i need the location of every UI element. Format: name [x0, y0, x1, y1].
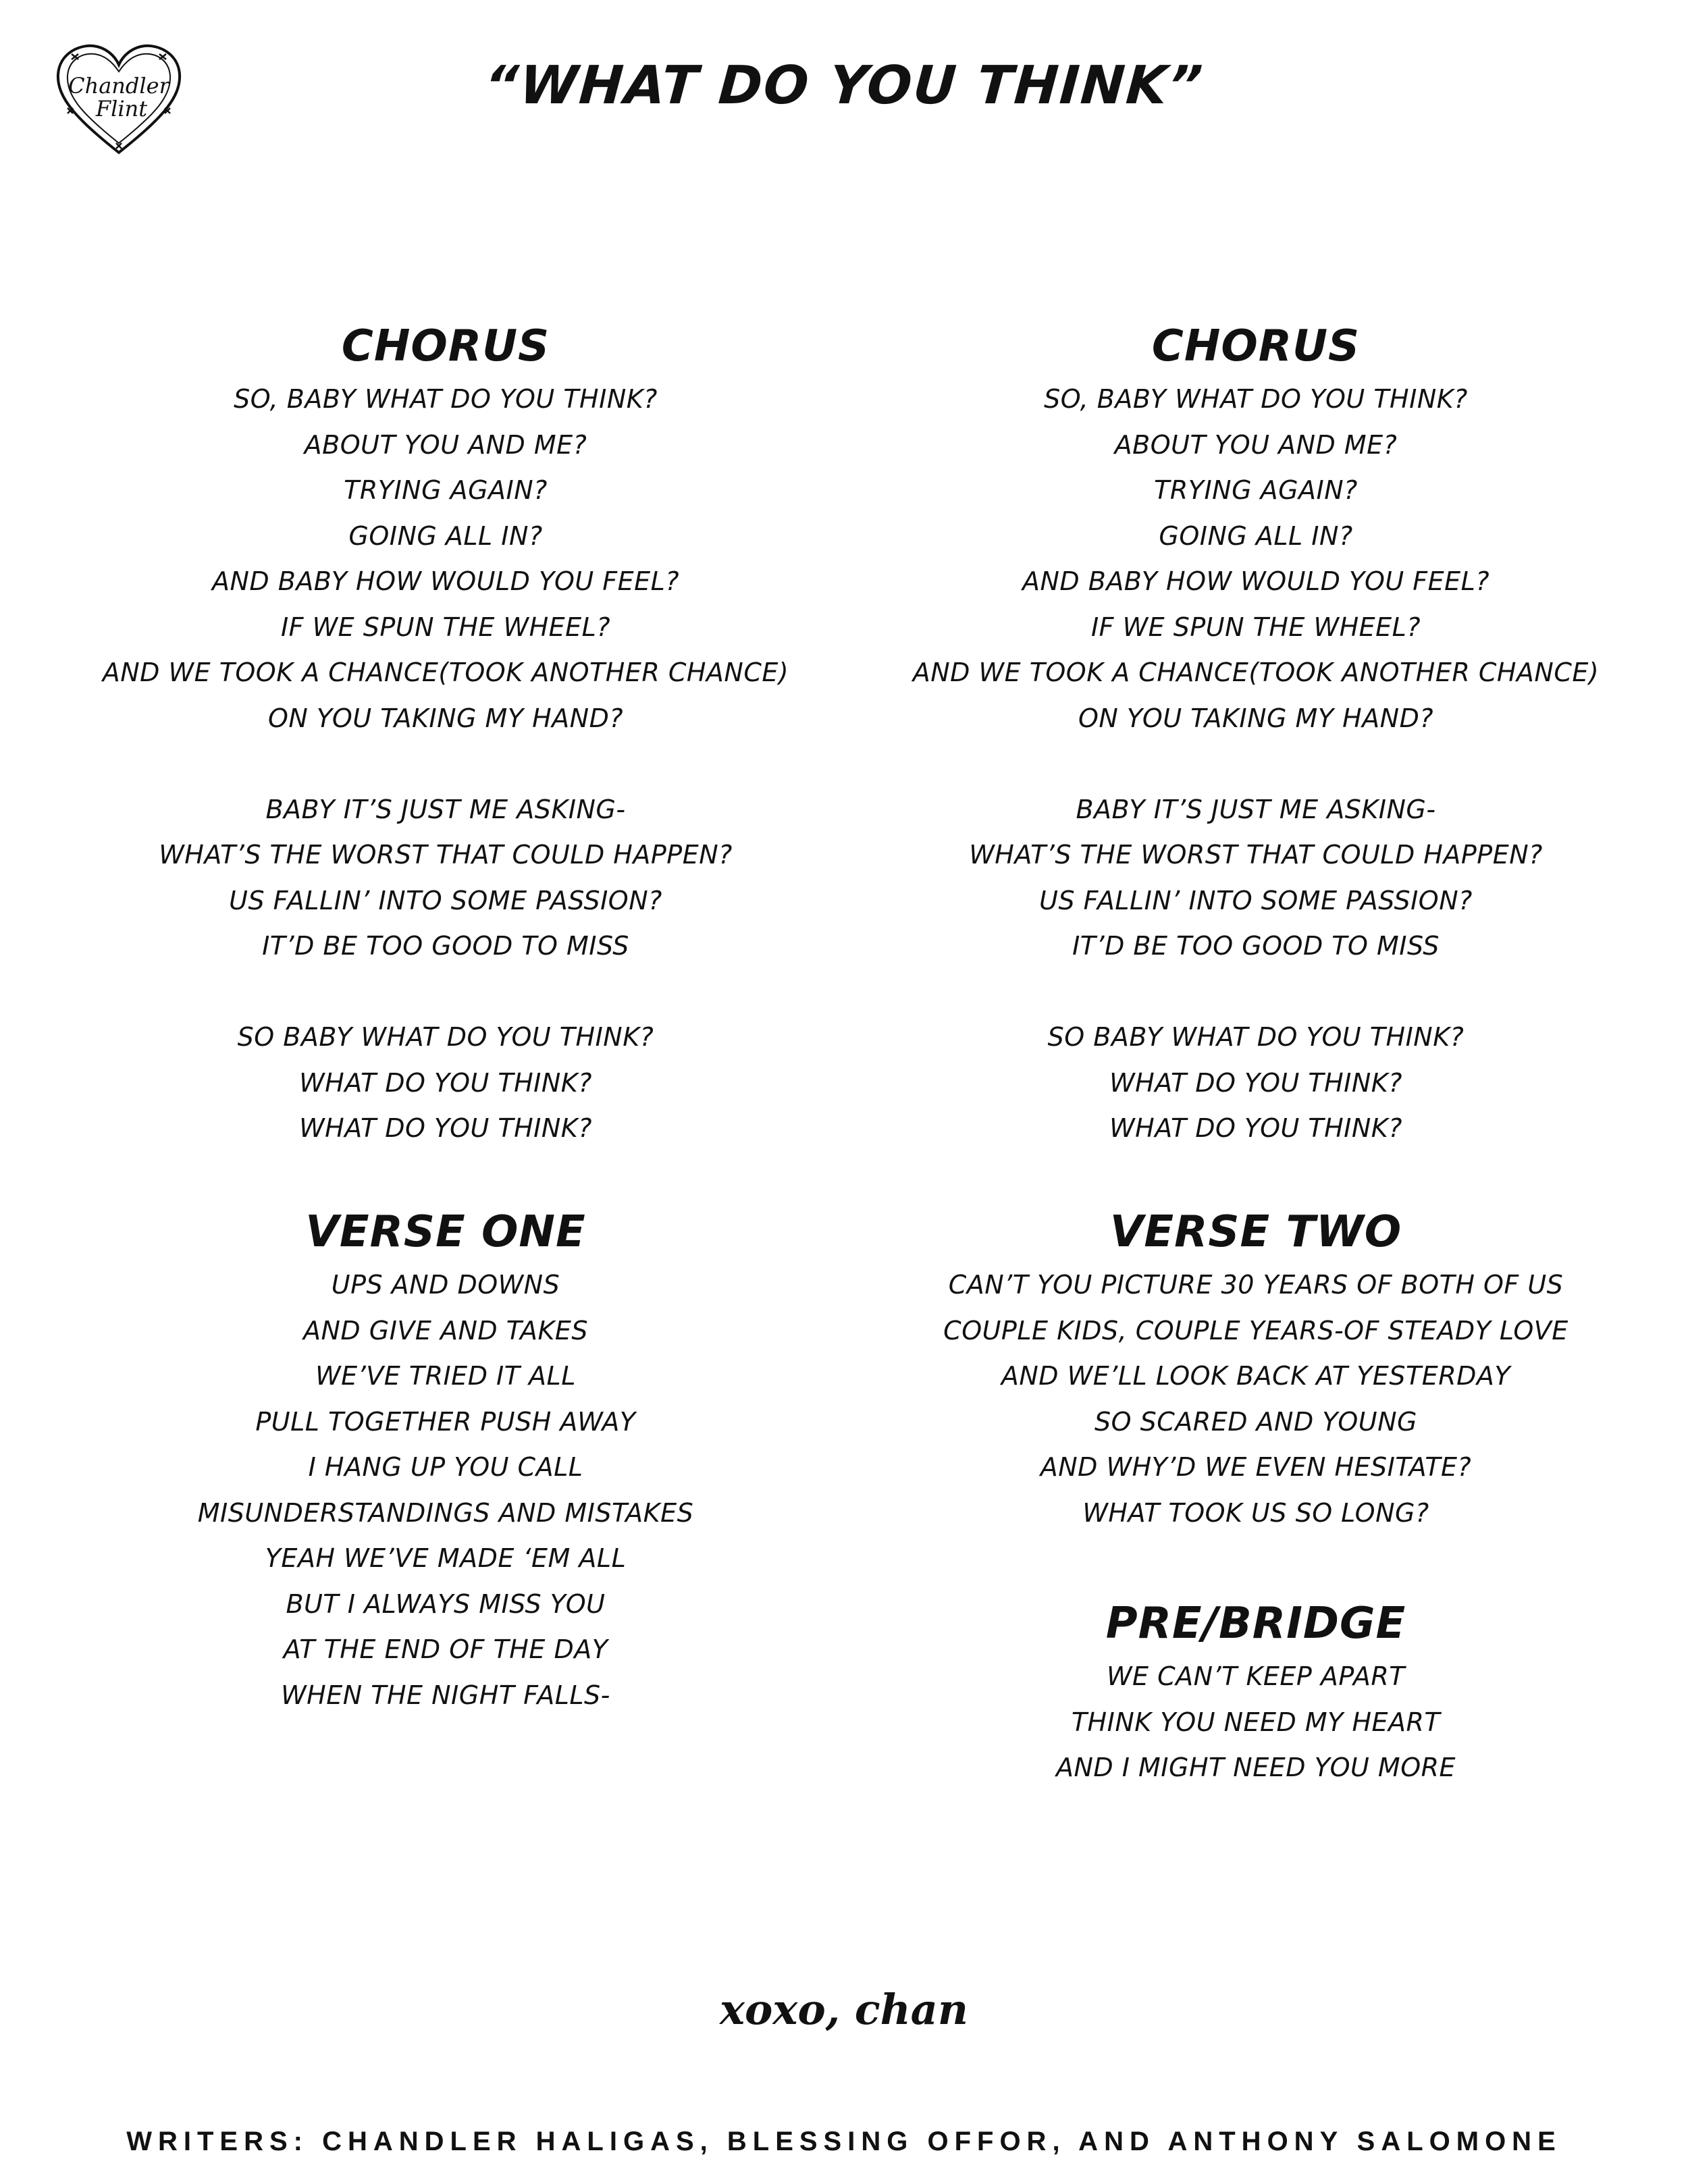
lyric-line: SO BABY WHAT DO YOU THINK? — [1047, 1022, 1465, 1052]
logo-text-top: Chandler — [68, 73, 169, 99]
lyric-line: WHAT TOOK US SO LONG? — [1082, 1497, 1429, 1528]
right-chorus-section — [912, 316, 1600, 1152]
lyric-line: WHAT DO YOU THINK? — [1109, 1113, 1402, 1143]
lyric-line: ON YOU TAKING MY HAND? — [267, 703, 624, 733]
lyric-line: WHEN THE NIGHT FALLS- — [281, 1680, 610, 1710]
lyric-line: AND I MIGHT NEED YOU MORE — [1055, 1753, 1456, 1782]
lyric-line: AT THE END OF THE DAY — [283, 1634, 608, 1664]
lyric-line: I HANG UP YOU CALL — [308, 1452, 583, 1482]
writers-credit: WRITERS: CHANDLER HALIGAS, BLESSING OFFOR, AND ANTHONY SALOMONE — [126, 2127, 1562, 2156]
lyric-line: WHAT’S THE WORST THAT COULD HAPPEN? — [969, 840, 1543, 870]
lyric-line: AND GIVE AND TAKES — [302, 1315, 589, 1346]
lyric-line: COUPLE KIDS, COUPLE YEARS-OF STEADY LOVE — [943, 1315, 1568, 1346]
lyric-line: US FALLIN’ INTO SOME PASSION? — [229, 885, 662, 915]
lyric-line: AND BABY HOW WOULD YOU FEEL? — [211, 566, 680, 596]
lyric-line: BABY IT’S JUST ME ASKING- — [1076, 794, 1436, 824]
lyric-line: IF WE SPUN THE WHEEL? — [280, 612, 611, 642]
lyric-line: TRYING AGAIN? — [1154, 475, 1358, 505]
signoff: xoxo, chan — [720, 1985, 968, 2034]
song-title: “WHAT DO YOU THINK” — [482, 55, 1206, 116]
lyric-line: WE CAN’T KEEP APART — [1106, 1661, 1406, 1691]
lyric-line: IT’D BE TOO GOOD TO MISS — [262, 931, 629, 961]
lyric-line: AND WE’LL LOOK BACK AT YESTERDAY — [1001, 1361, 1511, 1391]
lyric-line: BABY IT’S JUST ME ASKING- — [265, 794, 626, 824]
right-prebridge-section — [912, 1593, 1600, 1791]
lyric-line: UPS AND DOWNS — [331, 1270, 560, 1300]
lyric-line: WE’VE TRIED IT ALL — [315, 1361, 576, 1391]
lyric-line: GOING ALL IN? — [348, 521, 543, 551]
lyric-line: AND WHY’D WE EVEN HESITATE? — [1040, 1452, 1472, 1482]
lyric-line: SO BABY WHAT DO YOU THINK? — [237, 1022, 654, 1052]
lyric-line: TRYING AGAIN? — [344, 475, 548, 505]
lyric-line: SO SCARED AND YOUNG — [1094, 1406, 1417, 1437]
lyric-line: YEAH WE’VE MADE ‘EM ALL — [265, 1543, 627, 1573]
lyric-line: PULL TOGETHER PUSH AWAY — [255, 1406, 636, 1437]
lyric-line: IT’D BE TOO GOOD TO MISS — [1072, 931, 1440, 961]
lyric-line: WHAT DO YOU THINK? — [1109, 1067, 1402, 1098]
lyric-line: WHAT’S THE WORST THAT COULD HAPPEN? — [159, 840, 733, 870]
lyric-line: MISUNDERSTANDINGS AND MISTAKES — [197, 1497, 694, 1528]
section-heading: VERSE TWO — [1109, 1207, 1402, 1257]
section-heading: PRE/BRIDGE — [1105, 1599, 1406, 1649]
lyric-line: BUT I ALWAYS MISS YOU — [286, 1589, 606, 1619]
lyric-line: CAN’T YOU PICTURE 30 YEARS OF BOTH OF US — [948, 1270, 1564, 1300]
lyric-line: IF WE SPUN THE WHEEL? — [1090, 612, 1421, 642]
left-verse-section — [101, 1202, 790, 1718]
section-heading: VERSE ONE — [305, 1207, 586, 1257]
logo-text-bottom: Flint — [95, 96, 148, 122]
lyric-line: WHAT DO YOU THINK? — [299, 1067, 592, 1098]
lyric-line: AND BABY HOW WOULD YOU FEEL? — [1022, 566, 1490, 596]
lyric-line: AND WE TOOK A CHANCE(TOOK ANOTHER CHANCE) — [912, 658, 1600, 687]
lyric-line: US FALLIN’ INTO SOME PASSION? — [1039, 885, 1473, 915]
right-verse-section — [912, 1202, 1600, 1536]
lyric-line: GOING ALL IN? — [1159, 521, 1353, 551]
lyric-line: ABOUT YOU AND ME? — [304, 429, 587, 460]
section-heading: CHORUS — [1151, 321, 1361, 371]
section-heading: CHORUS — [341, 321, 550, 371]
lyric-line: ABOUT YOU AND ME? — [1114, 429, 1398, 460]
lyric-line: AND WE TOOK A CHANCE(TOOK ANOTHER CHANCE) — [102, 658, 789, 687]
lyric-line: THINK YOU NEED MY HEART — [1071, 1707, 1441, 1737]
lyric-line: WHAT DO YOU THINK? — [299, 1113, 592, 1143]
lyric-line: SO, BABY WHAT DO YOU THINK? — [234, 384, 658, 414]
lyric-line: ON YOU TAKING MY HAND? — [1078, 703, 1434, 733]
left-chorus-section — [101, 316, 790, 1152]
lyric-line: SO, BABY WHAT DO YOU THINK? — [1044, 384, 1468, 414]
